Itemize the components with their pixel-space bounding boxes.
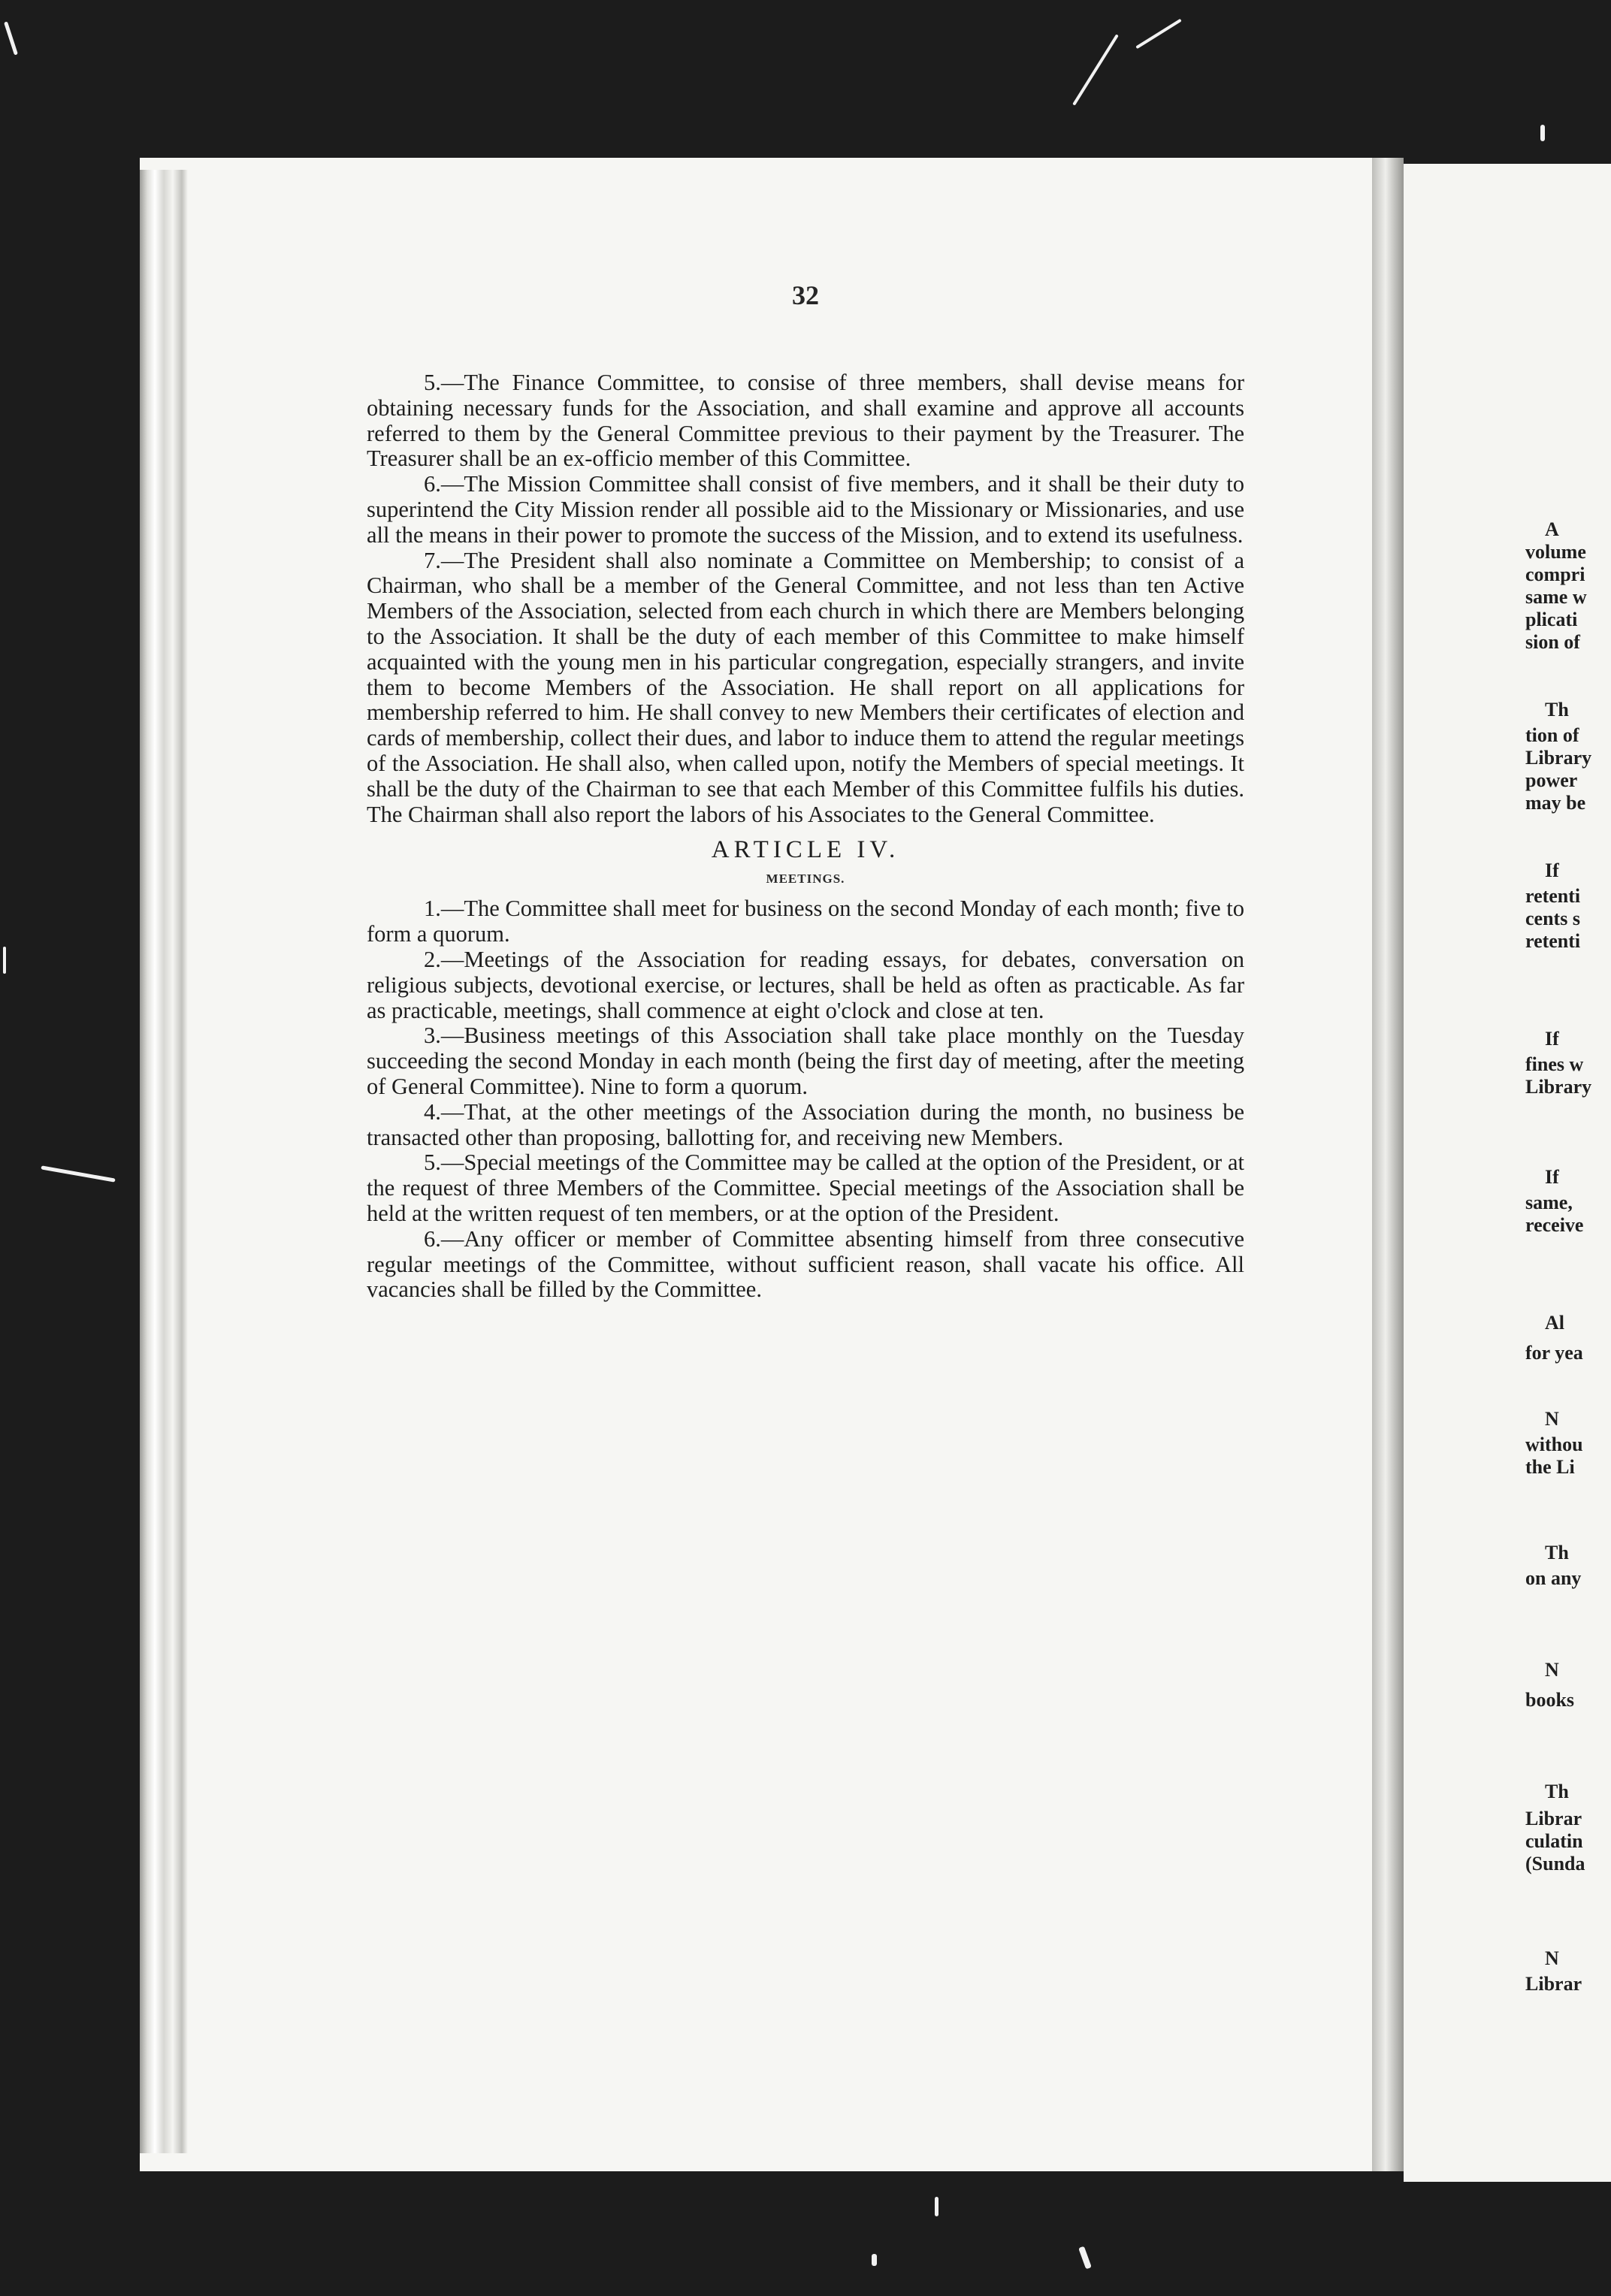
facing-line: books (1525, 1689, 1575, 1711)
facing-line: If (1545, 1166, 1559, 1188)
book-gutter (1372, 158, 1404, 2171)
facing-line: retenti (1525, 885, 1581, 907)
scan-mark-top-left (4, 21, 18, 55)
scan-mark-left-2 (41, 1165, 115, 1182)
facing-line: sion of (1525, 631, 1580, 653)
section-heading: MEETINGS. (766, 872, 845, 887)
facing-line: Library (1525, 747, 1592, 769)
facing-line: cents s (1525, 908, 1580, 929)
facing-line: Th (1545, 1542, 1569, 1563)
scan-mark-bottom-3 (1078, 2246, 1092, 2270)
scan-mark-left-1 (3, 947, 6, 974)
facing-line: the Li (1525, 1456, 1575, 1478)
facing-line: for yea (1525, 1342, 1583, 1364)
facing-line: same, (1525, 1192, 1573, 1213)
facing-line: culatin (1525, 1830, 1583, 1852)
facing-line: power (1525, 769, 1578, 791)
facing-line: retenti (1525, 930, 1581, 952)
facing-line: If (1545, 1028, 1559, 1050)
facing-line: on any (1525, 1567, 1582, 1589)
paragraph-meetings-4: 4.—That, at the other meetings of the Association during the month, no business be transacted other than proposing, ballotting for, and receiving new Members. (367, 1098, 1244, 1150)
page-number: 32 (792, 280, 819, 310)
facing-line: N (1545, 1408, 1559, 1430)
page-edge-stack (140, 170, 188, 2153)
facing-page (1404, 164, 1611, 2182)
paragraph-meetings-1: 1.—The Committee shall meet for business on the second Monday of each month; five to form a quorum. (367, 896, 1244, 947)
facing-line: A (1545, 518, 1559, 540)
facing-line: tion of (1525, 724, 1579, 746)
scan-mark-top-center-2 (1135, 19, 1181, 49)
facing-line: plicati (1525, 609, 1578, 630)
facing-line: Library (1525, 1076, 1592, 1098)
page-body (367, 370, 1244, 1303)
facing-line: withou (1525, 1433, 1583, 1455)
facing-line: (Sunda (1525, 1853, 1585, 1875)
scan-mark-bottom-2 (872, 2254, 877, 2266)
facing-line: Librar (1525, 1808, 1582, 1829)
facing-line: receive (1525, 1214, 1584, 1236)
facing-line: Th (1545, 1781, 1569, 1802)
facing-line: Th (1545, 699, 1569, 721)
paragraph-meetings-6: 6.—Any officer or member of Committee absenting himself from three consecutive regular meetings of the Committee, without sufficient reason, shall vacate his office. All vacancies shall be filled by the Committee. (367, 1225, 1244, 1303)
facing-line: Al (1545, 1312, 1564, 1334)
article-heading: ARTICLE IV. (711, 836, 900, 864)
facing-line: If (1545, 859, 1559, 881)
facing-line: compri (1525, 563, 1585, 585)
paragraph-meetings-3: 3.—Business meetings of this Association shall take place monthly on the Tuesday succeeding the second Monday in each month (being the first day of meeting, after the meeting of General Committee). Nine to form a quorum. (367, 1023, 1244, 1099)
scan-mark-bottom-1 (935, 2197, 938, 2216)
paragraph-meetings-5: 5.—Special meetings of the Committee may be called at the option of the President, or at the request of three Members of the Committee. Special meetings of the Association shall be held at the written request of ten members, or at the option of the President. (367, 1150, 1244, 1226)
facing-line: same w (1525, 586, 1587, 608)
facing-line: N (1545, 1659, 1559, 1681)
paragraph-mission-committee: 6.—The Mission Committee shall consist of five members, and it shall be their duty to superintend the City Mission render all possible aid to the Missionary or Missionaries, and use all the means in their power to promote the success of the Mission, and to extend its usefulness. (367, 471, 1244, 548)
paragraph-membership-committee: 7.—The President shall also nominate a Committee on Membership; to consist of a Chairman, who shall be a member of the General Committee, and not less than ten Active Members of the Association, selected from each church in which there are Members belonging to the Association. It shall be the duty of each member of this Committee to make himself acquainted with the young men in his particular congregation, especially strangers, and invite them to become Members of the Association. He shall report on all applications for membership referred to him. He shall convey to new Members their certificates of election and cards of membership, collect their dues, and labor to induce them to attend the regular meetings of the Association. He shall also, when called upon, notify the Members of special meetings. It shall be the duty of the Chairman to see that each Member of this Committee fulfils his duties. The Chairman shall also report the labors of his Associates to the General Committee. (367, 547, 1244, 827)
facing-line: fines w (1525, 1053, 1584, 1075)
scan-mark-top-right (1540, 125, 1545, 141)
facing-line: Librar (1525, 1973, 1582, 1995)
paragraph-finance-committee: 5.—The Finance Committee, to consise of three members, shall devise means for obtaining necessary funds for the Association, and shall examine and approve all accounts referred to them by the General Committee previous to their payment by the Treasurer. The Treasurer shall be an ex-officio member of this Committee. (367, 370, 1244, 472)
scan-mark-top-center (1072, 34, 1119, 105)
facing-line: N (1545, 1947, 1559, 1969)
facing-line: may be (1525, 792, 1586, 814)
paragraph-meetings-2: 2.—Meetings of the Association for reading essays, for debates, conversation on religious subjects, devotional exercise, or lectures, shall be held as often as practicable. As far as practicable, meetings, shall commence at eight o'clock and close at ten. (367, 946, 1244, 1023)
facing-line: volume (1525, 541, 1586, 563)
